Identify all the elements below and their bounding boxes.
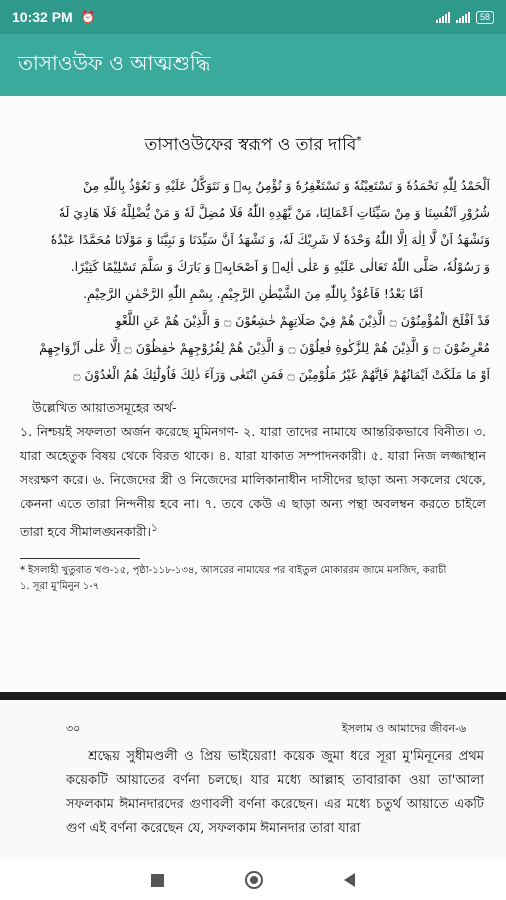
- recents-square-icon[interactable]: [151, 874, 164, 887]
- home-circle-icon[interactable]: [245, 871, 263, 889]
- arabic-line: اَلْحَمْدُ لِلّٰهِ نَحْمَدُهٗ وَ نَسْتَعِيْنُهٗ وَ نَسْتَغْفِرُهٗ وَ نُؤْمِنُ بِهٖ وَ نَتَوَكَّلُ عَلَيْهِ وَ نَعُوْذُ بِاللّٰهِ مِنْ: [82, 178, 490, 193]
- footnote-divider: [20, 558, 140, 559]
- translation-label: উল্লেখিত আয়াতসমূহের অর্থ-: [32, 400, 177, 415]
- page-number: ৩০: [66, 722, 81, 735]
- running-head-title: ইসলাম ও আমাদের জীবন-৬: [342, 722, 466, 735]
- status-time: 10:32 PM: [12, 9, 73, 25]
- arabic-line: اَمَّا بَعْدُ! فَاَعُوْذُ بِاللّٰهِ مِنَ الشَّيْطٰنِ الرَّجِيْمِ. بِسْمِ اللّٰهِ الرَّحْمٰنِ الرَّحِيْمِ.: [83, 286, 423, 301]
- footnotes: [0, 563, 506, 595]
- page2-body: [0, 739, 506, 841]
- navigation-bar: [0, 860, 506, 900]
- page-divider: [0, 692, 506, 700]
- translation-block: [0, 388, 506, 544]
- chapter-heading: [0, 132, 506, 160]
- signal-icon-2: [456, 12, 470, 23]
- arabic-line: وَ رَسُوْلُهٗ، صَلَّى اللّٰهُ تَعَالٰى عَلَيْهِ وَ عَلٰى اٰلِهٖ وَ اَصْحَابِهٖ وَ بَارَكَ وَ سَلَّمَ تَسْلِيْمًا كَثِيْرًا.: [70, 259, 490, 274]
- book-page-image-2: [0, 700, 506, 860]
- arabic-line: اَوْ مَا مَلَكَتْ اَيْمَانُهُمْ فَاِنَّهُمْ غَيْرُ مَلُوْمِيْنَ ۝ فَمَنِ ابْتَغٰى وَرَآءَ ذٰلِكَ فَاُولٰٓئِكَ هُمُ الْعٰدُوْنَ ۝: [73, 367, 490, 382]
- back-triangle-icon[interactable]: [344, 873, 355, 887]
- translation-text: ১. নিশ্চয়ই সফলতা অর্জন করেছে মুমিনগণ- ২. যারা তাদের নামাযে আন্তরিকভাবে বিনীত। ৩. যারা অহেতুক বিষয় থেকে বিরত থাকে। ৪. যারা যাকাত সম্পাদনকারী। ৫. যারা নিজ লজ্জাস্থান সংরক্ষণ করে। ৬. নিজেদের স্ত্রী ও নিজেদের মালিকানাধীন দাসীদের ছাড়া অন্য সকলের থেকে, কেননা এতে তারা নিন্দনীয় হবে না। ৭. তবে কেউ এ ছাড়া অন্য পন্থা অবলম্বন করতে চাইলে তারা হবে সীমালঙ্ঘনকারী।: [20, 424, 486, 540]
- battery-icon: 58: [476, 11, 494, 24]
- book-page-image: [0, 96, 506, 692]
- translation-paragraph: [20, 420, 486, 544]
- arabic-line: وَنَشْهَدُ اَنْ لَّا اِلٰهَ اِلَّا اللّٰهُ وَحْدَهٗ لَا شَرِيْكَ لَهٗ، وَ نَشْهَدُ اَنَّ سَيِّدَنَا وَ نَبِيَّنَا وَ مَوْلَانَا مُحَمَّدًا عَبْدُهٗ: [50, 232, 490, 247]
- footnote-reference: ১. সূরা মু'মিনুন ১-৭: [20, 581, 100, 593]
- app-bar: [0, 34, 506, 96]
- alarm-icon: ⏰: [80, 10, 96, 24]
- status-bar: [0, 0, 506, 34]
- arabic-line: مُعْرِضُوْنَ ۝ وَ الَّذِيْنَ هُمْ لِلزَّكٰوةِ فٰعِلُوْنَ ۝ وَ الَّذِيْنَ هُمْ لِفُرُوْجِهِمْ حٰفِظُوْنَ ۝ اِلَّا عَلٰى اَزْوَاجِهِمْ: [39, 340, 490, 355]
- arabic-line: شُرُوْرِ اَنْفُسِنَا وَ مِنْ سَيِّئَاتِ اَعْمَالِنَا، مَنْ يَّهْدِهِ اللّٰهُ فَلَا مُضِلَّ لَهٗ وَ مَنْ يُّضْلِلْهُ فَلَا هَادِيَ لَهٗ: [58, 205, 490, 220]
- translation-footnote-mark: ১: [150, 522, 158, 534]
- chapter-heading-text: তাসাওউফের স্বরূপ ও তার দাবি: [144, 135, 357, 155]
- running-head: [0, 700, 506, 739]
- status-indicators: [436, 11, 494, 24]
- page2-paragraph: শ্রদ্ধেয় সুধীমণ্ডলী ও প্রিয় ভাইয়েরা! কয়েক জুমা ধরে সূরা মু'মিনূনের প্রথম কয়েকটি আয়াতের বর্ণনা চলছে। যার মধ্যে আল্লাহ তাবারাকা ওয়া তা'আলা সফলকাম ঈমানদারদের গুণাবলী বর্ণনা করেছেন। এর মধ্যে চতুর্থ আয়াতে একটি গুণ এই বর্ণনা করেছেন যে, সফলকাম ঈমানদার তারা যারা: [66, 749, 484, 836]
- arabic-text-block: [0, 160, 506, 388]
- footnote-source: * ইসলাহী খুতুবাত খণ্ড-১৫, পৃষ্ঠা-১১৮-১৩৪, আসরের নামাযের পর বাইতুল মোকাররম জামে মসজিদ, করাচী: [20, 565, 447, 577]
- heading-footnote-mark: *: [356, 135, 362, 147]
- app-title: তাসাওউফ ও আত্মশুদ্ধি: [18, 50, 211, 75]
- signal-icon: [436, 12, 450, 23]
- arabic-line: قَدْ اَفْلَحَ الْمُؤْمِنُوْنَ ۝ الَّذِيْنَ هُمْ فِيْ صَلَاتِهِمْ خٰشِعُوْنَ ۝ وَ الَّذِيْنَ هُمْ عَنِ اللَّغْوِ: [115, 313, 490, 328]
